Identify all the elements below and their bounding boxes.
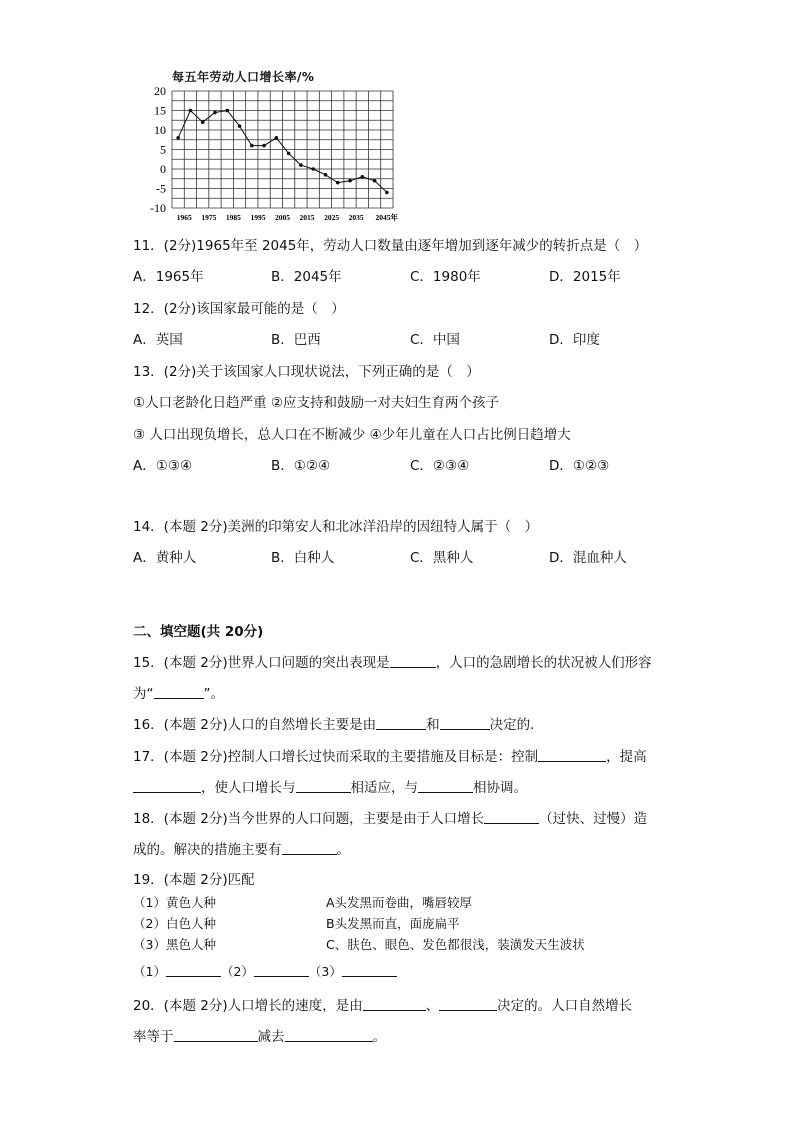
q15-text-c: 为“	[133, 686, 154, 702]
q19-answer-1-label: （1）	[133, 964, 166, 979]
q20-blank-2[interactable]	[439, 998, 497, 1011]
x-tick-label: 1985	[225, 213, 241, 222]
q15-blank-1[interactable]	[390, 655, 436, 668]
q17-blank-1[interactable]	[538, 749, 606, 762]
q18-blank-1[interactable]	[484, 811, 539, 824]
q13-stem: 13．(2分)关于该国家人口现状说法，下列正确的是（ ）	[133, 364, 480, 380]
q20-blank-4[interactable]	[285, 1029, 373, 1042]
q17-blank-3[interactable]	[296, 780, 351, 793]
q12-option-b[interactable]: B．巴西	[271, 332, 321, 348]
section-title: 二、填空题(共 20分)	[133, 624, 264, 640]
q16-text-b: 和	[426, 717, 440, 733]
q14-option-d[interactable]: D．混血种人	[549, 550, 627, 566]
y-tick-label: -10	[150, 201, 166, 215]
q18-blank-2[interactable]	[282, 842, 337, 855]
y-tick-label: 0	[160, 162, 166, 176]
q19-answer-line	[133, 962, 397, 980]
q18-text-b: （过快、过慢）造	[539, 811, 648, 827]
y-tick-label: 20	[154, 84, 166, 98]
x-tick-label: 2025	[324, 213, 340, 222]
q16-text-a: 16．(本题 2分)人口的自然增长主要是由	[133, 717, 377, 733]
q14-option-a[interactable]: A．黄种人	[133, 550, 197, 566]
data-point	[201, 120, 205, 124]
data-point	[373, 179, 377, 183]
data-point	[311, 167, 315, 171]
q19-answer-3-blank[interactable]	[342, 964, 397, 977]
q17-text-b: ，提高	[606, 749, 647, 765]
q16-blank-1[interactable]	[376, 717, 426, 730]
chart-svg	[138, 66, 408, 226]
q17-blank-4[interactable]	[418, 780, 473, 793]
q14-stem: 14．(本题 2分)美洲的印第安人和北冰洋沿岸的因纽特人属于（ ）	[133, 519, 539, 535]
y-tick-label: 15	[154, 103, 166, 118]
q14-option-c[interactable]: C．黑种人	[410, 550, 474, 566]
x-tick-label: 2045年	[375, 213, 398, 222]
q15-text-a: 15．(本题 2分)世界人口问题的突出表现是	[133, 655, 390, 671]
data-point	[189, 109, 193, 113]
q14-option-b[interactable]: B．白种人	[271, 550, 335, 566]
chart-title: 每五年劳动人口增长率/%	[172, 70, 315, 84]
q15-blank-2[interactable]	[154, 686, 204, 699]
q19-left-1: （1）黄色人种	[133, 895, 216, 910]
q19-answer-2-label: （2）	[220, 964, 254, 979]
q11-option-c[interactable]: C．1980年	[410, 269, 481, 285]
q11-option-d[interactable]: D．2015年	[549, 269, 621, 285]
q12-option-c[interactable]: C．中国	[410, 332, 460, 348]
q13-statements-1: ①人口老龄化日趋严重 ②应支持和鼓励一对夫妇生育两个孩子	[133, 395, 499, 411]
q16-text-c: 决定的.	[489, 717, 535, 733]
q20-text-a: 20．(本题 2分)人口增长的速度，是由	[133, 998, 363, 1014]
q20-text-f: 。	[372, 1029, 386, 1045]
q17-line-2	[133, 776, 527, 796]
data-point	[262, 144, 266, 148]
q18-text-a: 18．(本题 2分)当今世界的人口问题，主要是由于人口增长	[133, 811, 485, 827]
q19-right-c: C、肤色、眼色、发色都很浅，装潢发天生波状	[326, 937, 585, 952]
q20-blank-1[interactable]	[363, 998, 426, 1011]
q20-text-e: 减去	[257, 1029, 285, 1045]
data-point	[213, 111, 217, 115]
q17-text-d: 相适应，与	[350, 780, 418, 796]
q18-line-2	[133, 838, 350, 858]
q15-line-2	[133, 682, 224, 702]
x-tick-label: 1995	[250, 213, 266, 222]
data-point	[361, 175, 365, 179]
q20-blank-3[interactable]	[174, 1029, 258, 1042]
q19-left-2: （2）白色人种	[133, 916, 216, 931]
q15-line-1	[133, 651, 652, 671]
q19-answer-2-blank[interactable]	[254, 964, 309, 977]
q17-text-e: 相协调。	[473, 780, 527, 796]
x-tick-label: 1965	[176, 213, 192, 222]
y-tick-label: 5	[160, 142, 166, 157]
data-point	[299, 163, 303, 167]
q18-text-c: 成的。解决的措施主要有	[133, 842, 282, 858]
data-point	[238, 124, 242, 128]
q15-text-d: ”。	[203, 686, 224, 702]
q17-text-a: 17．(本题 2分)控制人口增长过快而采取的主要措施及目标是：控制	[133, 749, 539, 765]
q17-text-c: ，使人口增长与	[201, 780, 296, 796]
q13-option-c[interactable]: C．②③④	[410, 458, 470, 474]
q11-option-a[interactable]: A．1965年	[133, 269, 204, 285]
x-tick-label: 2035	[348, 213, 364, 222]
q13-statements-2: ③ 人口出现负增长，总人口在不断减少 ④少年儿童在人口占比例日趋增大	[133, 427, 571, 443]
data-point	[336, 181, 340, 185]
labor-growth-chart	[138, 66, 408, 226]
x-tick-label: 2005	[275, 213, 290, 222]
q19-right-a: A头发黑而卷曲，嘴唇较厚	[326, 895, 473, 910]
x-tick-label: 2015	[299, 213, 315, 222]
data-point	[348, 179, 352, 183]
y-tick-label: 10	[154, 123, 166, 137]
q16-blank-2[interactable]	[440, 717, 490, 730]
q15-text-b: ，人口的急剧增长的状况被人们形容	[435, 655, 652, 671]
q20-text-d: 率等于	[133, 1029, 174, 1045]
data-point	[225, 109, 229, 113]
data-point	[275, 136, 279, 140]
x-tick-label: 1975	[201, 213, 217, 222]
q18-line-1	[133, 807, 647, 827]
q19-left-3: （3）黑色人种	[133, 937, 216, 952]
q16-line	[133, 713, 534, 733]
data-point	[176, 136, 180, 140]
q13-option-b[interactable]: B．①②④	[271, 458, 331, 474]
data-point	[324, 173, 328, 177]
data-point	[385, 191, 389, 195]
q20-line-1	[133, 994, 632, 1014]
q19-right-b: B头发黑而直，面庞扁平	[326, 916, 460, 931]
q12-option-d[interactable]: D．印度	[549, 332, 600, 348]
q13-option-a[interactable]: A．①③④	[133, 458, 193, 474]
q20-line-2	[133, 1025, 386, 1045]
q20-text-c: 决定的。人口自然增长	[497, 998, 633, 1014]
q12-option-a[interactable]: A．英国	[133, 332, 183, 348]
q19-answer-1-blank[interactable]	[166, 964, 221, 977]
q20-text-b: 、	[425, 998, 440, 1014]
q11-option-b[interactable]: B．2045年	[271, 269, 342, 285]
q17-blank-2[interactable]	[133, 780, 201, 793]
q18-text-d: 。	[336, 842, 350, 858]
q11-stem: 11．(2分)1965年至 2045年，劳动人口数量由逐年增加到逐年减少的转折点是（ ）	[133, 238, 648, 254]
q17-line-1	[133, 745, 647, 765]
data-point	[287, 152, 291, 156]
q19-answer-3-label: （3）	[308, 964, 342, 979]
data-point	[250, 144, 254, 148]
y-tick-label: -5	[156, 181, 166, 196]
q19-stem: 19．(本题 2分)匹配	[133, 872, 255, 888]
q13-option-d[interactable]: D．①②③	[549, 458, 610, 474]
q12-stem: 12．(2分)该国家最可能的是（ ）	[133, 301, 345, 317]
